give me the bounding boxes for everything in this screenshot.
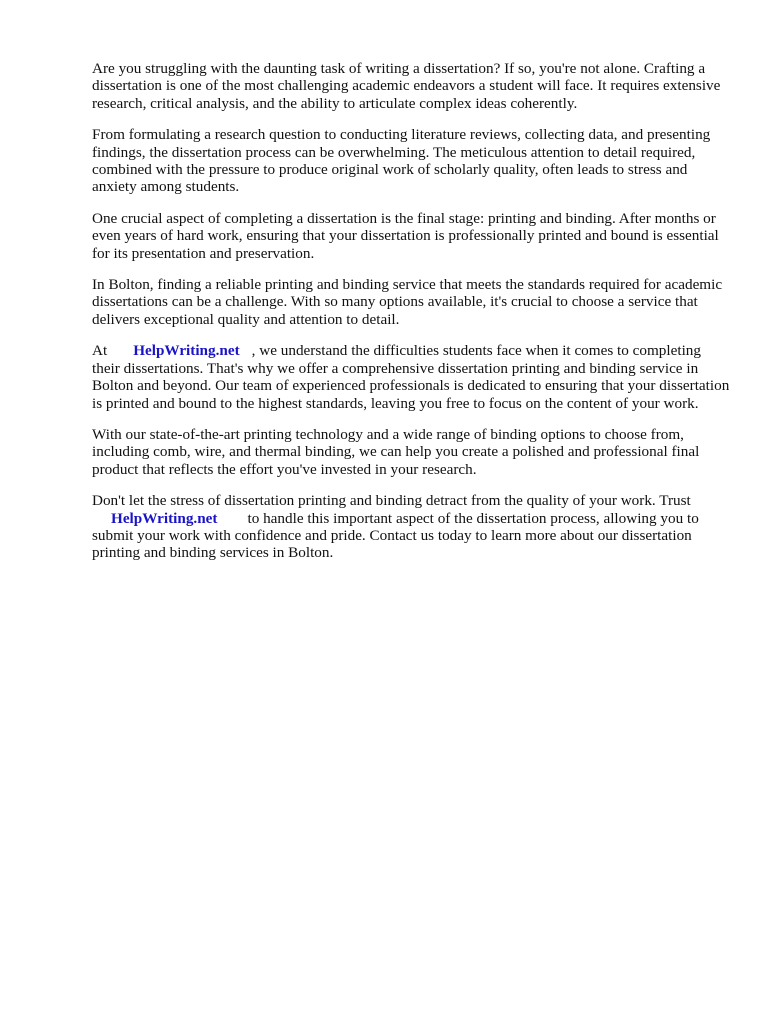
paragraph-suffix: , we understand the difficulties students face when it comes to completing their dissertations. That's why we offer a comprehensive dissertation printing and binding service in Bolton and beyond. Our team of experienced professionals is dedicated to ensuring that your dissertation is printed and bound to the highest standards, leaving you free to focus on the content of your work. <box>92 342 730 412</box>
helpwriting-link[interactable]: HelpWriting.net <box>133 342 240 360</box>
paragraph-technology: With our state-of-the-art printing technology and a wide range of binding options to choose from, including comb, wire, and thermal binding, we can help you create a polished and professional final product that reflects the effort you've invested in your research. <box>92 425 700 478</box>
paragraph-process: From formulating a research question to conducting literature reviews, collecting data, and presenting findings, the dissertation process can be overwhelming. The meticulous attention to detail required, combined with the pressure to produce original work of scholarly quality, often leads to stress and anxiety among students. <box>92 126 711 196</box>
paragraph-helpwriting-intro <box>92 342 732 412</box>
paragraph-prefix: Don't let the stress of dissertation printing and binding detract from the quality of your work. Trust <box>92 492 691 510</box>
paragraph-printing-binding: One crucial aspect of completing a dissertation is the final stage: printing and binding. After months or even years of hard work, ensuring that your dissertation is professionally printed and bound is essential for its presentation and preservation. <box>92 209 719 262</box>
helpwriting-link-2[interactable]: HelpWriting.net <box>111 509 218 527</box>
paragraph-closing <box>92 492 732 562</box>
paragraph-prefix: At <box>92 342 108 360</box>
paragraph-intro: Are you struggling with the daunting task of writing a dissertation? If so, you're not alone. Crafting a dissertation is one of the most challenging academic endeavors a student will face. It requires extensive research, critical analysis, and the ability to articulate complex ideas coherently. <box>92 60 721 112</box>
paragraph-suffix: to handle this important aspect of the dissertation process, allowing you to submit your work with confidence and pride. Contact us today to learn more about our dissertation printing and binding services in Bolton. <box>92 509 699 562</box>
document-body <box>92 60 732 576</box>
paragraph-bolton: In Bolton, finding a reliable printing and binding service that meets the standards required for academic dissertations can be a challenge. With so many options available, it's crucial to choose a service that delivers exceptional quality and attention to detail. <box>92 276 723 328</box>
